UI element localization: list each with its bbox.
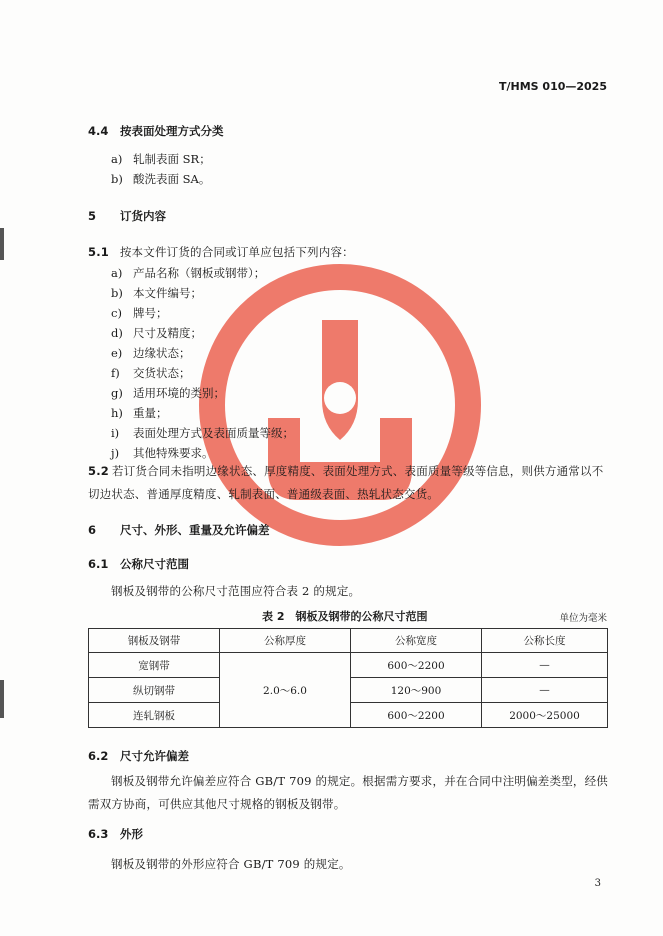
clause-5-1 — [88, 244, 354, 260]
section-heading-4-4 — [88, 123, 224, 139]
list-text: 轧制表面 SR； — [133, 152, 211, 166]
list-item — [111, 345, 191, 361]
table-cell: 纵切钢带 — [89, 678, 220, 703]
clause-number: 5.2 — [88, 464, 109, 478]
list-text: 交货状态； — [133, 366, 191, 380]
list-label: c) — [111, 306, 122, 320]
section-number: 6.3 — [88, 827, 109, 841]
section-heading-6-3 — [88, 826, 143, 842]
list-label: e) — [111, 346, 123, 360]
list-label: a) — [111, 152, 123, 166]
clause-5-2 — [88, 460, 608, 506]
table-header-cell: 公称宽度 — [351, 629, 482, 653]
list-item — [111, 445, 214, 461]
table-header-cell: 钢板及钢带 — [89, 629, 220, 653]
table-cell: 600～2200 — [351, 653, 482, 678]
table-cell: — — [482, 678, 608, 703]
paragraph: 钢板及钢带的外形应符合 GB/T 709 的规定。 — [111, 857, 351, 871]
list-text: 牌号； — [133, 306, 168, 320]
list-label: b) — [111, 172, 123, 186]
list-item — [111, 385, 225, 401]
table-cell: 600～2200 — [351, 703, 482, 728]
list-text: 边缘状态； — [133, 346, 191, 360]
list-text: 表面处理方式及表面质量等级； — [133, 426, 294, 440]
list-label: h) — [111, 406, 123, 420]
binder-mark-bottom — [0, 680, 4, 718]
list-label: f) — [111, 366, 120, 380]
page-number: 3 — [594, 878, 601, 889]
section-title: 按表面处理方式分类 — [120, 124, 224, 138]
list-label: g) — [111, 386, 123, 400]
list-item — [111, 285, 202, 301]
list-item — [111, 325, 202, 341]
section-title: 外形 — [120, 827, 144, 841]
list-item — [111, 405, 168, 421]
section-number: 5 — [88, 209, 97, 223]
dimension-table — [88, 628, 608, 728]
section-title: 公称尺寸范围 — [120, 557, 190, 571]
list-item — [111, 365, 191, 381]
section-title: 尺寸、外形、重量及允许偏差 — [120, 523, 270, 537]
section-heading-6 — [88, 522, 270, 538]
section-number: 6.1 — [88, 557, 109, 571]
table-caption: 表 2 钢板及钢带的公称尺寸范围 — [262, 610, 428, 623]
table-header-row — [89, 629, 608, 653]
table-unit: 单位为毫米 — [559, 613, 607, 624]
binder-mark-top — [0, 228, 4, 260]
list-item — [111, 425, 294, 441]
section-title: 订货内容 — [120, 209, 167, 223]
table-cell: — — [482, 653, 608, 678]
association-logo-watermark — [190, 250, 490, 560]
table-cell: 连轧钢板 — [89, 703, 220, 728]
paragraph — [88, 770, 608, 816]
list-label: b) — [111, 286, 123, 300]
table-cell-thickness: 2.0～6.0 — [220, 653, 351, 728]
list-label: j) — [111, 446, 120, 460]
table-row — [89, 653, 608, 678]
section-number: 6.2 — [88, 749, 109, 763]
clause-text: 按本文件订货的合同或订单应包括下列内容： — [119, 245, 354, 259]
list-text: 其他特殊要求。 — [133, 446, 214, 460]
list-text: 产品名称（钢板或钢带）； — [133, 266, 266, 280]
list-text: 尺寸及精度； — [133, 326, 202, 340]
list-item — [111, 171, 210, 187]
list-item — [111, 265, 265, 281]
table-header-cell: 公称厚度 — [220, 629, 351, 653]
section-number: 6 — [88, 523, 97, 537]
section-number: 4.4 — [88, 124, 109, 138]
paragraph: 钢板及钢带的公称尺寸范围应符合表 2 的规定。 — [111, 584, 361, 598]
list-label: a) — [111, 266, 123, 280]
table-cell: 2000～25000 — [482, 703, 608, 728]
list-text: 酸洗表面 SA。 — [133, 172, 211, 186]
document-number: T/HMS 010—2025 — [498, 80, 607, 93]
table-cell: 120～900 — [351, 678, 482, 703]
list-label: d) — [111, 326, 123, 340]
section-heading-6-2 — [88, 748, 189, 764]
clause-text: 若订货合同未指明边缘状态、厚度精度、表面处理方式、表面质量等级等信息，则供方通常以不切边状态、普通厚度精度、轧制表面、普通级表面、热轧状态交货。 — [88, 464, 604, 501]
paragraph-text: 钢板及钢带允许偏差应符合 GB/T 709 的规定。根据需方要求，并在合同中注明偏差类型，经供需双方协商，可供应其他尺寸规格的钢板及钢带。 — [88, 774, 608, 811]
section-title: 尺寸允许偏差 — [120, 749, 190, 763]
clause-number: 5.1 — [88, 245, 109, 259]
list-text: 本文件编号； — [133, 286, 202, 300]
section-heading-6-1 — [88, 556, 189, 572]
list-item — [111, 151, 211, 167]
list-text: 重量； — [133, 406, 168, 420]
list-text: 适用环境的类别； — [133, 386, 225, 400]
list-label: i) — [111, 426, 120, 440]
table-header-cell: 公称长度 — [482, 629, 608, 653]
table-cell: 宽钢带 — [89, 653, 220, 678]
list-item — [111, 305, 168, 321]
section-heading-5 — [88, 208, 166, 224]
